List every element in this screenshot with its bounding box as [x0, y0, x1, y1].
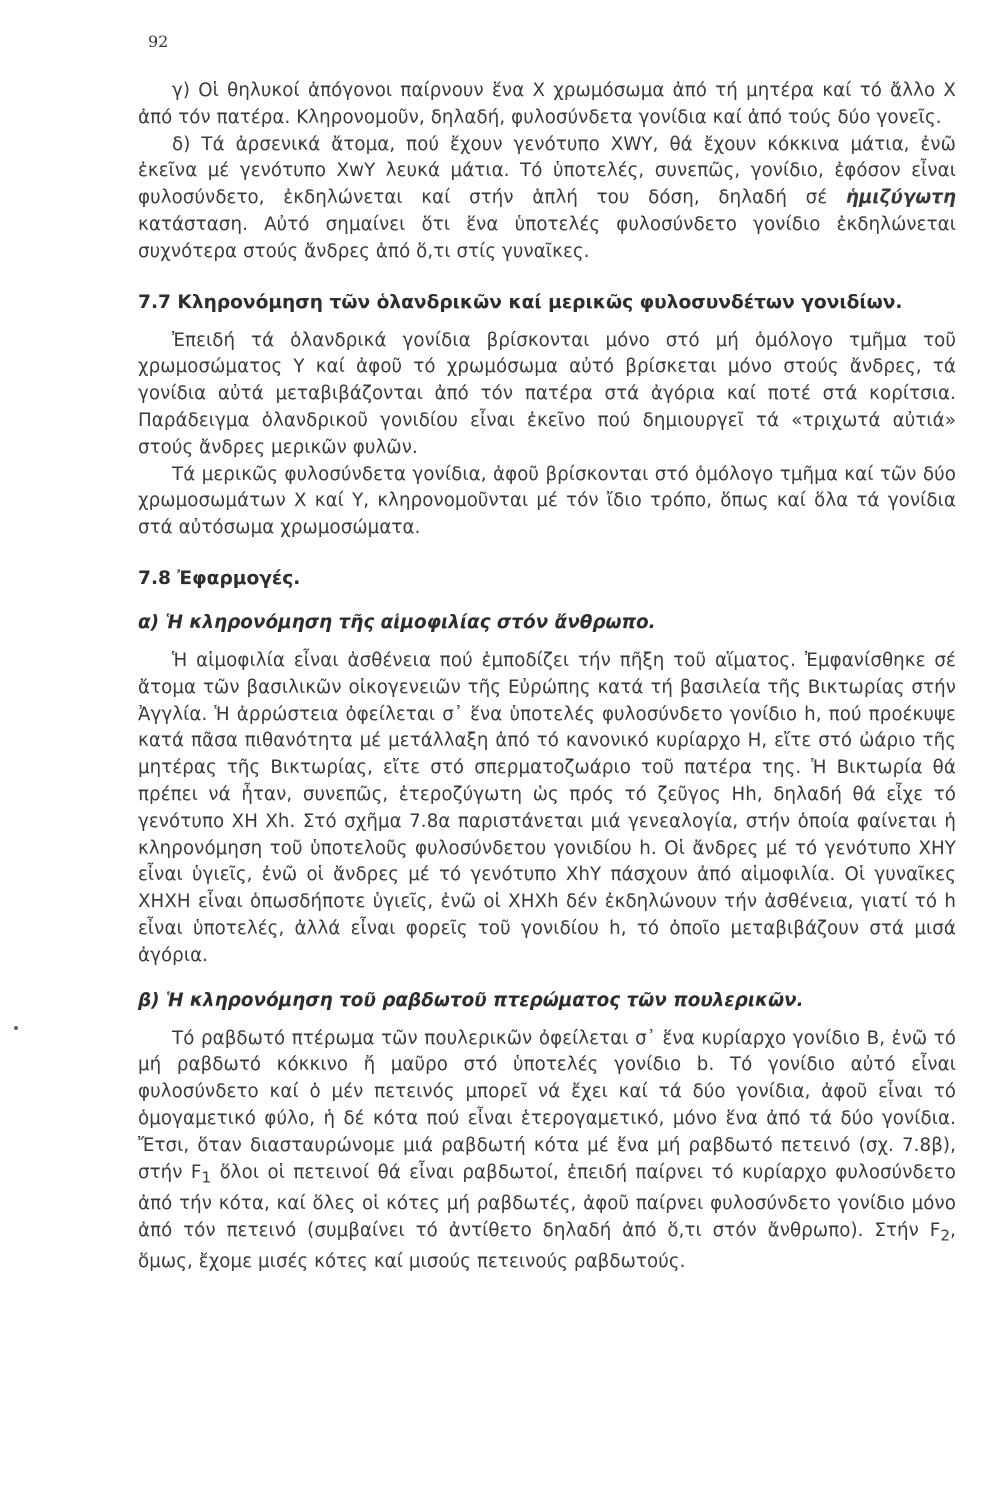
paragraph-barred-part2: ὅλοι οἱ πετεινοί θά εἶναι ραβδωτοί, ἐπειδή παίρνει τό κυρίαρχο φυλοσύνδετο ἀπό τήν κότα, καί ὅλες οἱ κότες μή ραβδωτές, ἀφοῦ παίρνει φυλοσύνδετο γονίδιο μόνο ἀπό τόν πετεινό (συμβαίνει τό ἀντίθετο δηλαδή ἀπό ὅ,τι στόν ἄνθρωπο). Στήν F — [138, 1161, 956, 1241]
paragraph-barred-part1: Τό ραβδωτό πτέρωμα τῶν πουλερικῶν ὀφείλεται σ᾽ ἕνα κυρίαρχο γονίδιο Β, ἐνῶ τό μή ραβδωτό κόκκινο ἤ μαῦρο στό ὑποτελές γονίδιο b. Τό γονίδιο αὐτό εἶναι φυλοσύνδετο καί ὁ μέν πετεινός μπορεῖ νά ἔχει καί τά δύο γονίδια, ἀφοῦ εἶναι τό ὁμογαμετικό φύλο, ἡ δέ κότα πού εἶναι ἑτερογαμετικό, μόνο ἕνα ἀπό τά δύο γονίδια. Ἔτσι, ὅταν διασταυρώνομε μιά ραβδωτή κότα μέ ἕνα μή ραβδωτό πετεινό (σχ. 7.8β), στήν F — [138, 1027, 956, 1183]
subheading-hemophilia: α) Ἡ κληρονόμηση τῆς αἱμοφιλίας στόν ἄνθρωπο. — [138, 611, 656, 633]
section-heading-7-7: 7.7 Κληρονόμηση τῶν ὁλανδρικῶν καί μερικῶς φυλοσυνδέτων γονιδίων. — [138, 291, 903, 313]
paragraph-hemophilia: Ἡ αἱμοφιλία εἶναι ἀσθένεια πού ἐμποδίζει τήν πῆξη τοῦ αἵματος. Ἐμφανίσθηκε σέ ἄτομα τῶν βασιλικῶν οἰκογενειῶν τῆς Εὐρώπης κατά τή βασιλεία τῆς Βικτωρίας στήν Ἀγγλία. Ἡ ἀρρώστεια ὀφείλεται σ᾽ ἕνα ὑποτελές φυλοσύνδετο γονίδιο h, πού προέκυψε κατά πᾶσα πιθανότητα μέ μετάλλαξη ἀπό τό κανονικό κυρίαρχο Η, εἴτε στό ὠάριο τῆς μητέρας τῆς Βικτωρίας, εἴτε στό σπερματοζωάριο τοῦ πατέρα της. Ἡ Βικτωρία θά πρέπει νά ἦταν, συνεπῶς, ἑτεροζύγωτη ὡς πρός τό ζεῦγος Ηh, δηλαδή θά εἶχε τό γενότυπο ΧΗ Χh. Στό σχῆμα 7.8α παριστάνεται μιά γενεαλογία, στήν ὁποία φαίνεται ἡ κληρονόμηση τοῦ ὑποτελοῦς φυλοσύνδετου γονιδίου h. Οἱ ἄνδρες μέ τό γενότυπο ΧΗΥ εἶναι ὑγιεῖς, ἐνῶ οἱ ἄνδρες μέ τό γενότυπο ΧhΥ πάσχουν ἀπό αἱμοφιλία. Οἱ γυναῖκες ΧΗΧΗ εἶναι ὁπωσδήποτε ὑγιεῖς, ἐνῶ οἱ ΧΗΧh δέν ἐκδηλώνουν τήν ἀσθένεια, γιατί τό h εἶναι ὑποτελές, ἀλλά εἶναι φορεῖς τοῦ γονιδίου h, τό ὁποῖο μεταβιβάζουν στά μισά ἀγόρια. — [138, 649, 956, 966]
paragraph-delta-start: δ) Τά ἀρσενικά ἄτομα, πού ἔχουν γενότυπο XWY, θά ἔχουν κόκκινα μάτια, ἐνῶ ἐκεῖνα μέ γενότυπο XwY λευκά μάτια. Τό ὑποτελές, συνεπῶς, γονίδιο, ἐφόσον εἶναι φυλοσύνδετο, ἐκδηλώνεται καί στήν ἁπλή του δόση, δηλαδή σέ — [138, 133, 956, 209]
subheading-barred-plumage: β) Ἡ κληρονόμηση τοῦ ραβδωτοῦ πτερώματος τῶν πουλερικῶν. — [138, 989, 804, 1011]
page-body — [138, 78, 956, 1276]
paragraph-partial-sexlinked: Τά μερικῶς φυλοσύνδετα γονίδια, ἀφοῦ βρίσκονται στό ὁμόλογο τμῆμα καί τῶν δύο χρωμοσωμάτων Χ καί Υ, κληρονομοῦνται μέ τόν ἴδιο τρόπο, ὅπως καί ὅλα τά γονίδια στά αὐτόσωμα χρωμοσώματα. — [138, 463, 956, 539]
page-number: 92 — [148, 32, 169, 51]
paragraph-barred-plumage — [138, 1026, 956, 1276]
subscript-f2: 2 — [940, 1226, 951, 1245]
emphasis-hemizygous: ἡμιζύγωτη — [845, 187, 956, 209]
subscript-f1: 1 — [201, 1168, 212, 1187]
paragraph-gamma: γ) Οἱ θηλυκοί ἀπόγονοι παίρνουν ἕνα Χ χρωμόσωμα ἀπό τή μητέρα καί τό ἄλλο Χ ἀπό τόν πατέρα. Κληρονομοῦν, δηλαδή, φυλοσύνδετα γονίδια καί ἀπό τούς δύο γονεῖς. — [138, 80, 956, 128]
paragraph-barred-part3: , ὅμως, ἔχομε μισές κότες καί μισούς πετεινούς ραβδωτούς. — [138, 1219, 956, 1273]
paragraph-holandric: Ἐπειδή τά ὁλανδρικά γονίδια βρίσκονται μόνο στό μή ὁμόλογο τμῆμα τοῦ χρωμοσώματος Υ καί ἀφοῦ τό χρωμόσωμα αὐτό βρίσκεται μόνο στούς ἄνδρες, τά γονίδια αὐτά μεταβιβάζονται ἀπό τόν πατέρα στά ἀγόρια καί ποτέ στά κορίτσια. Παράδειγμα ὁλανδρικοῦ γονιδίου εἶναι ἐκεῖνο πού δημιουργεῖ τά «τριχωτά αὐτιά» στούς ἄνδρες μερικῶν φυλῶν. — [138, 329, 956, 458]
paragraph-delta-end: κατάσταση. Αὐτό σημαίνει ὅτι ἕνα ὑποτελές φυλοσύνδετο γονίδιο ἐκδηλώνεται συχνότερα στούς ἄνδρες ἀπό ὅ,τι στίς γυναῖκες. — [138, 213, 956, 262]
section-heading-7-8: 7.8 Ἐφαρμογές. — [138, 567, 301, 589]
paragraph-delta — [138, 132, 956, 266]
stray-dot — [14, 1026, 18, 1030]
